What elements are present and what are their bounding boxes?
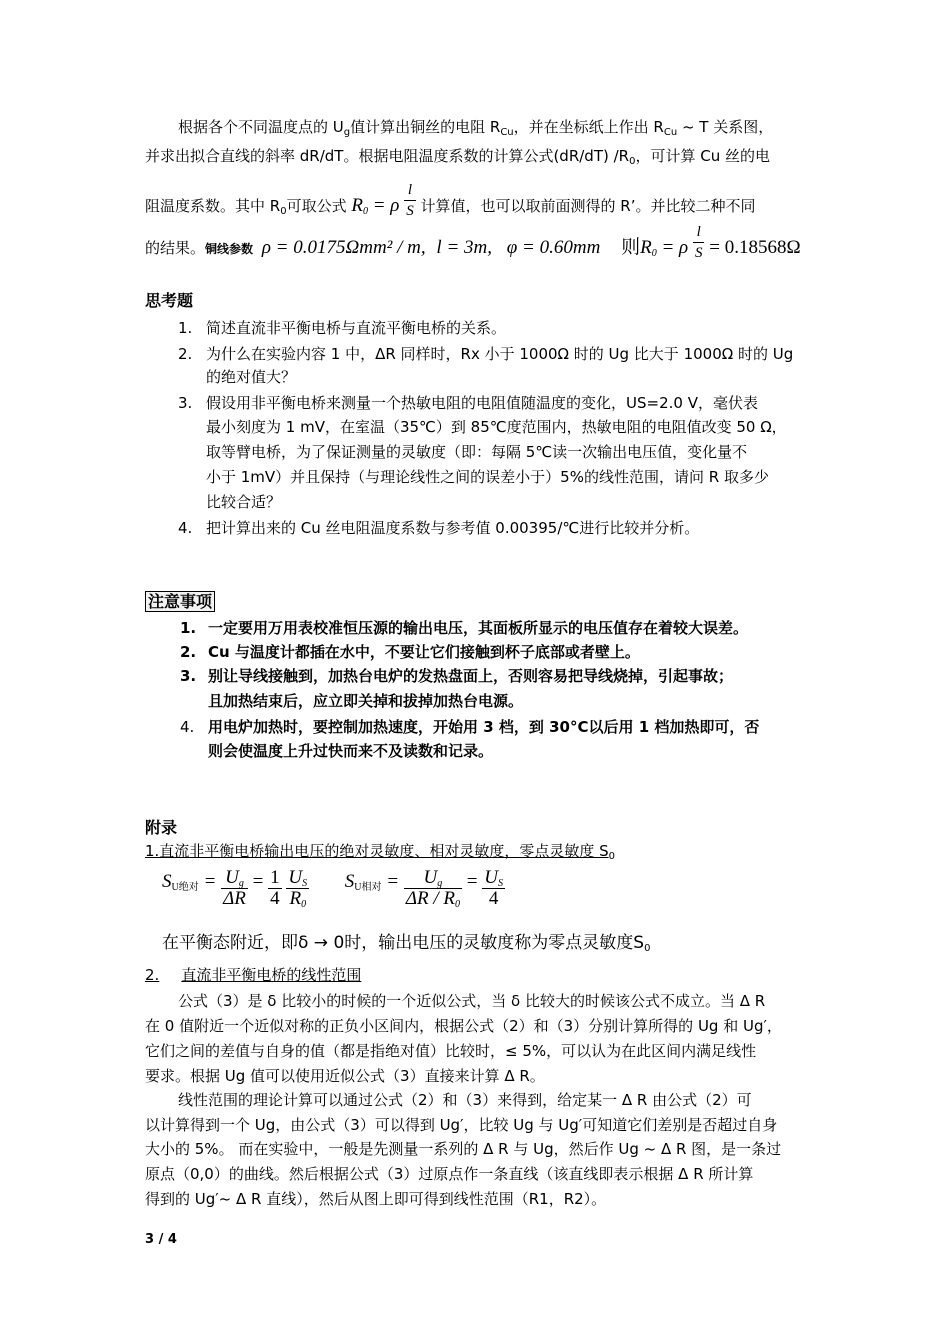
sensitivity-formula: $S_{U绝对}$ = $\frac{U_g}{\Delta R}$ = $\frac{1}{4}$ $\frac{U_S}{R_0}$ $S_{U相对}$ = $\frac{U_g}{\Delta R / R_0}$ = $\frac{U_S}{4}$ [162, 867, 503, 910]
question-2-num: 2. [178, 345, 193, 363]
linear-paragraph-1-line-4: 要求。根据 Ug 值可以使用近似公式（3）直接来计算 Δ R。 [145, 1067, 545, 1085]
linear-paragraph-1-line-3: 它们之间的差值与自身的值（都是指绝对值）比较时，≤ 5%，可以认为在此区间内满足线性 [145, 1042, 757, 1060]
question-2-line-2: 的绝对值大？ [206, 368, 297, 386]
question-3-line-4: 小于 1mV）并且保持（与理论线性之间的误差小于）5%的线性范围，请问 R 取多少 [206, 468, 769, 486]
note-1-num: 1. [180, 619, 197, 637]
page-number: 3 / 4 [145, 1232, 177, 1247]
linear-paragraph-1-line-2: 在 0 值附近一个近似对称的正负小区间内，根据公式（2）和（3）分别计算所得的 Ug 和 Ug′， [145, 1017, 782, 1035]
question-3-line-1: 假设用非平衡电桥来测量一个热敏电阻的电阻值随温度的变化，US=2.0 V，毫伏表 [206, 394, 758, 412]
note-4-num: 4. [180, 718, 195, 736]
linear-paragraph-2-line-1: 线性范围的理论计算可以通过公式（2）和（3）来得到，给定某一 Δ R 由公式（2）可 [178, 1091, 752, 1109]
note-4-line-2: 则会使温度上升过快而来不及读数和记录。 [208, 742, 494, 760]
note-3-line-1: 别让导线接触到，加热台电炉的发热盘面上，否则容易把导线烧掉，引起事故； [208, 667, 734, 685]
intro-line-4: 的结果。铜线参数 ρ = 0.0175Ωmm² / m, l = 3m, φ = 0.60mm 则$R_0 = \rho$ $\frac{l}{S}$ = 0.18568Ω [145, 224, 801, 261]
linear-paragraph-2-line-4: 原点（0,0）的曲线。然后根据公式（3）过原点作一条直线（该直线即表示根据 Δ R 所计算 [145, 1165, 754, 1183]
note-1-line-1: 一定要用万用表校准恒压源的输出电压，其面板所显示的电压值存在着较大误差。 [208, 619, 749, 637]
question-1-num: 1. [178, 319, 193, 337]
formula-frac-l-s: $\frac{l}{S}$ [406, 182, 414, 219]
linear-paragraph-2-line-3: 大小的 5%。 而在实验中，一般是先测量一系列的 Δ R 与 Ug，然后作 Ug ~ Δ R 图，是一条过 [145, 1140, 782, 1158]
questions-title: 思考题 [145, 291, 194, 310]
question-3-line-2: 最小刻度为 1 mV，在室温（35℃）到 85℃度范围内，热敏电阻的电阻值改变 50 Ω， [206, 418, 787, 436]
question-3-line-5: 比较合适？ [206, 493, 282, 511]
notes-title: 注意事项 [145, 591, 215, 613]
zero-sensitivity-line: 在平衡态附近，即δ → 0时，输出电压的灵敏度称为零点灵敏度$S_0$ [162, 933, 651, 954]
question-4-line-1: 把计算出来的 Cu 丝电阻温度系数与参考值 0.00395/℃进行比较并分析。 [206, 519, 700, 537]
linear-paragraph-1-line-1: 公式（3）是 δ 比较小的时候的一个近似公式，当 δ 比较大的时候该公式不成立。当 Δ R [178, 992, 766, 1010]
question-1-line-1: 简述直流非平衡电桥与直流平衡电桥的关系。 [206, 319, 507, 337]
note-3-num: 3. [180, 667, 197, 685]
question-3-line-3: 取等臂电桥，为了保证测量的灵敏度（即：每隔 5℃读一次输出电压值，变化量不 [206, 443, 748, 461]
note-3-line-2: 且加热结束后，应立即关掉和拔掉加热台电源。 [208, 692, 524, 710]
linear-paragraph-2-line-5: 得到的 Ug′~ Δ R 直线），然后从图上即可得到线性范围（R1，R2）。 [145, 1190, 607, 1208]
note-2-line-1: Cu 与温度计都插在水中，不要让它们接触到杯子底部或者壁上。 [208, 643, 640, 661]
question-2-line-1: 为什么在实验内容 1 中，ΔR 同样时，Rx 小于 1000Ω 时的 Ug 比大于 1000Ω 时的 Ug [206, 345, 794, 363]
appendix-title: 附录 [145, 818, 178, 837]
note-4-line-1: 用电炉加热时，要控制加热速度，开始用 3 档，到 30°C以后用 1 档加热即可，否 [208, 718, 760, 736]
appendix-section-2-title: 2. 直流非平衡电桥的线性范围 [145, 966, 362, 984]
appendix-section-1-title: 1.直流非平衡电桥输出电压的绝对灵敏度、相对灵敏度，零点灵敏度 $S_0$ [145, 842, 615, 862]
intro-line-1: 根据各个不同温度点的 $U_g$值计算出铜丝的电阻 $R_{Cu}$，并在坐标纸上作出 $R_{Cu}$ ~ T 关系图， [178, 118, 774, 138]
intro-line-3: 阻温度系数。其中 $R_0$可取公式 $R_0 = \rho$ $\frac{l}{S}$ 计算值，也可以取前面测得的 R’。并比较二种不同 [145, 182, 756, 219]
note-2-num: 2. [180, 643, 197, 661]
question-3-num: 3. [178, 394, 193, 412]
question-4-num: 4. [178, 519, 193, 537]
intro-line-2: 并求出拟合直线的斜率 dR/dT。根据电阻温度系数的计算公式(dR/dT) $/R_0$，可计算 Cu 丝的电 [145, 147, 770, 167]
formula-r0: $R_0 = \rho$ [351, 195, 400, 217]
linear-paragraph-2-line-2: 以计算得到一个 Ug，由公式（3）可以得到 Ug′，比较 Ug 与 Ug′可知道它们差别是否超过自身 [145, 1116, 778, 1134]
